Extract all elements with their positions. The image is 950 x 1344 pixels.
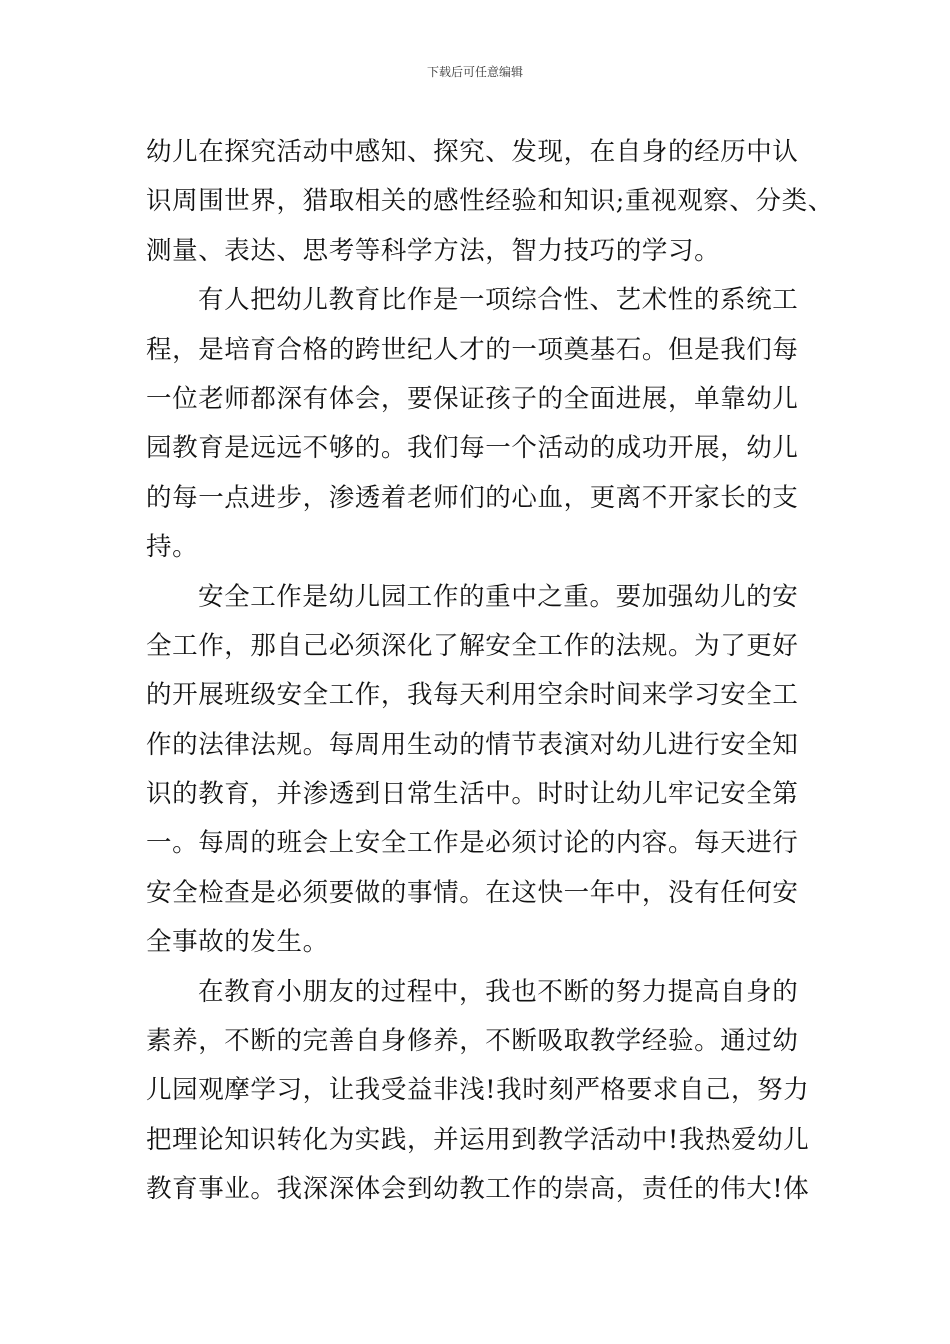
text-line: 一。每周的班会上安全工作是必须讨论的内容。每天进行 <box>146 828 799 859</box>
text-line: 全工作，那自己必须深化了解安全工作的法规。为了更好 <box>146 630 799 661</box>
text-line: 测量、表达、思考等科学方法，智力技巧的学习。 <box>146 235 721 266</box>
text-line: 作的法律法规。每周用生动的情节表演对幼儿进行安全知 <box>146 729 799 760</box>
text-line: 一位老师都深有体会，要保证孩子的全面进展，单靠幼儿 <box>146 383 799 414</box>
paragraph-start-line: 安全工作是幼儿园工作的重中之重。要加强幼儿的安 <box>198 581 799 612</box>
text-line: 识周围世界，猎取相关的感性经验和知识;重视观察、分类、 <box>146 186 834 217</box>
text-line: 程，是培育合格的跨世纪人才的一项奠基石。但是我们每 <box>146 334 799 365</box>
text-line: 的开展班级安全工作，我每天利用空余时间来学习安全工 <box>146 680 799 711</box>
page-header: 下载后可任意编辑 <box>426 65 523 79</box>
paragraph-start-line: 有人把幼儿教育比作是一项综合性、艺术性的系统工 <box>198 285 799 316</box>
text-line: 儿园观摩学习，让我受益非浅!我时刻严格要求自己，努力 <box>146 1075 810 1106</box>
text-line: 教育事业。我深深体会到幼教工作的崇高，责任的伟大!体 <box>146 1174 810 1205</box>
text-line: 园教育是远远不够的。我们每一个活动的成功开展，幼儿 <box>146 433 799 464</box>
text-line: 幼儿在探究活动中感知、探究、发现，在自身的经历中认 <box>146 137 799 167</box>
document-body <box>146 128 834 1215</box>
text-line: 持。 <box>146 532 199 563</box>
text-line: 素养，不断的完善自身修养，不断吸取教学经验。通过幼 <box>146 1026 799 1057</box>
text-line: 的每一点进步，渗透着老师们的心血，更离不开家长的支 <box>146 482 799 513</box>
text-line: 全事故的发生。 <box>146 927 329 958</box>
text-line: 安全检查是必须要做的事情。在这快一年中，没有任何安 <box>146 877 799 908</box>
text-line: 把理论知识转化为实践，并运用到教学活动中!我热爱幼儿 <box>146 1124 810 1155</box>
text-line: 识的教育，并渗透到日常生活中。时时让幼儿牢记安全第 <box>146 779 799 810</box>
paragraph-start-line: 在教育小朋友的过程中，我也不断的努力提高自身的 <box>198 976 799 1007</box>
